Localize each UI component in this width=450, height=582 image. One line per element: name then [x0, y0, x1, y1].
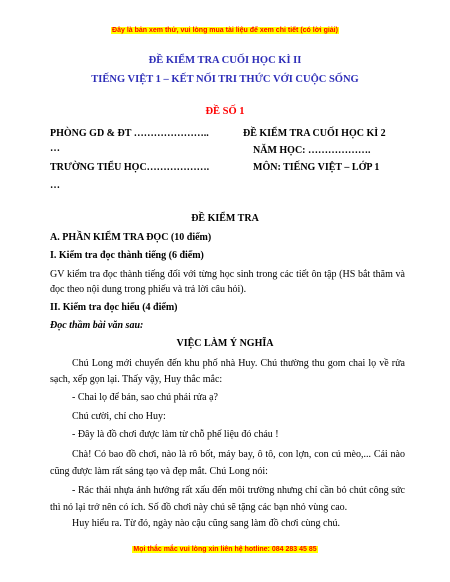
preview-banner: Đây là bản xem thử, vui lòng mua tài liệu để xem chi tiết (có lời giải): [112, 27, 338, 34]
section-1-heading: I. Kiểm tra đọc thành tiếng (6 điểm): [50, 250, 204, 261]
header-subject: MÔN: TIẾNG VIỆT – LỚP 1: [253, 162, 380, 173]
header-school: TRƯỜNG TIỂU HỌC……………….: [50, 162, 210, 173]
story-paragraph: Chú cười, chỉ cho Huy:: [72, 411, 166, 422]
exam-title: ĐỀ KIỂM TRA CUỐI HỌC KÌ II: [148, 55, 302, 66]
hotline-banner: Mọi thắc mắc vui lòng xin liên hệ hotline: 084 283 45 85: [133, 546, 317, 553]
header-school-year: NĂM HỌC: ……………….: [253, 145, 371, 156]
story-paragraph: - Đây là đồ chơi được làm từ chỗ phế liệu đó cháu !: [72, 429, 279, 440]
section-2-heading: II. Kiểm tra đọc hiểu (4 điểm): [50, 302, 178, 313]
story-title: VIỆC LÀM Ý NGHĨA: [176, 338, 274, 349]
header-department: PHÒNG GD & ĐT …………………..: [50, 128, 209, 139]
header-school-continued: …: [50, 180, 60, 191]
story-paragraph: - Chai lọ để bán, sao chú phải rửa ạ?: [72, 392, 218, 403]
story-paragraph: Chà! Có bao đồ chơi, nào là rô bốt, máy bay, ô tô, con lợn, con cú mèo,... Cái nào cũng được làm rất sáng tạo và đẹp mắt. Chú Long nói:: [50, 449, 405, 477]
exam-subtitle: TIẾNG VIỆT 1 – KẾT NỐI TRI THỨC VỚI CUỘC SỐNG: [91, 74, 359, 85]
exam-heading: ĐỀ KIỂM TRA: [191, 213, 259, 224]
header-exam-name: ĐỀ KIỂM TRA CUỐI HỌC KÌ 2: [243, 128, 386, 139]
story-paragraph: Huy hiểu ra. Từ đó, ngày nào cậu cũng sang làm đồ chơi cùng chú.: [72, 518, 340, 529]
story-paragraph: Chú Long mới chuyển đến khu phố nhà Huy. Chú thường thu gom chai lọ về rửa sạch, xếp gọn lại. Thấy vậy, Huy thắc mắc:: [50, 358, 405, 385]
header-department-continued: …: [50, 143, 60, 154]
section-1-text: GV kiểm tra đọc thành tiếng đối với từng học sinh trong các tiết ôn tập (HS bắt thăm và đọc theo nội dung trong phiếu và trả lời câu hỏi).: [50, 269, 405, 295]
story-paragraph: - Rác thải nhựa ảnh hưởng rất xấu đến môi trường nhưng chỉ cần bỏ chút công sức thì nó lại trở nên có ích. Số đồ chơi này chú sẽ tặng các bạn nhỏ vùng cao.: [50, 485, 405, 513]
exam-number: ĐỀ SỐ 1: [205, 106, 245, 117]
section-a-heading: A. PHẦN KIỂM TRA ĐỌC (10 điểm): [50, 232, 212, 243]
reading-instruction: Đọc thầm bài văn sau:: [50, 320, 144, 331]
